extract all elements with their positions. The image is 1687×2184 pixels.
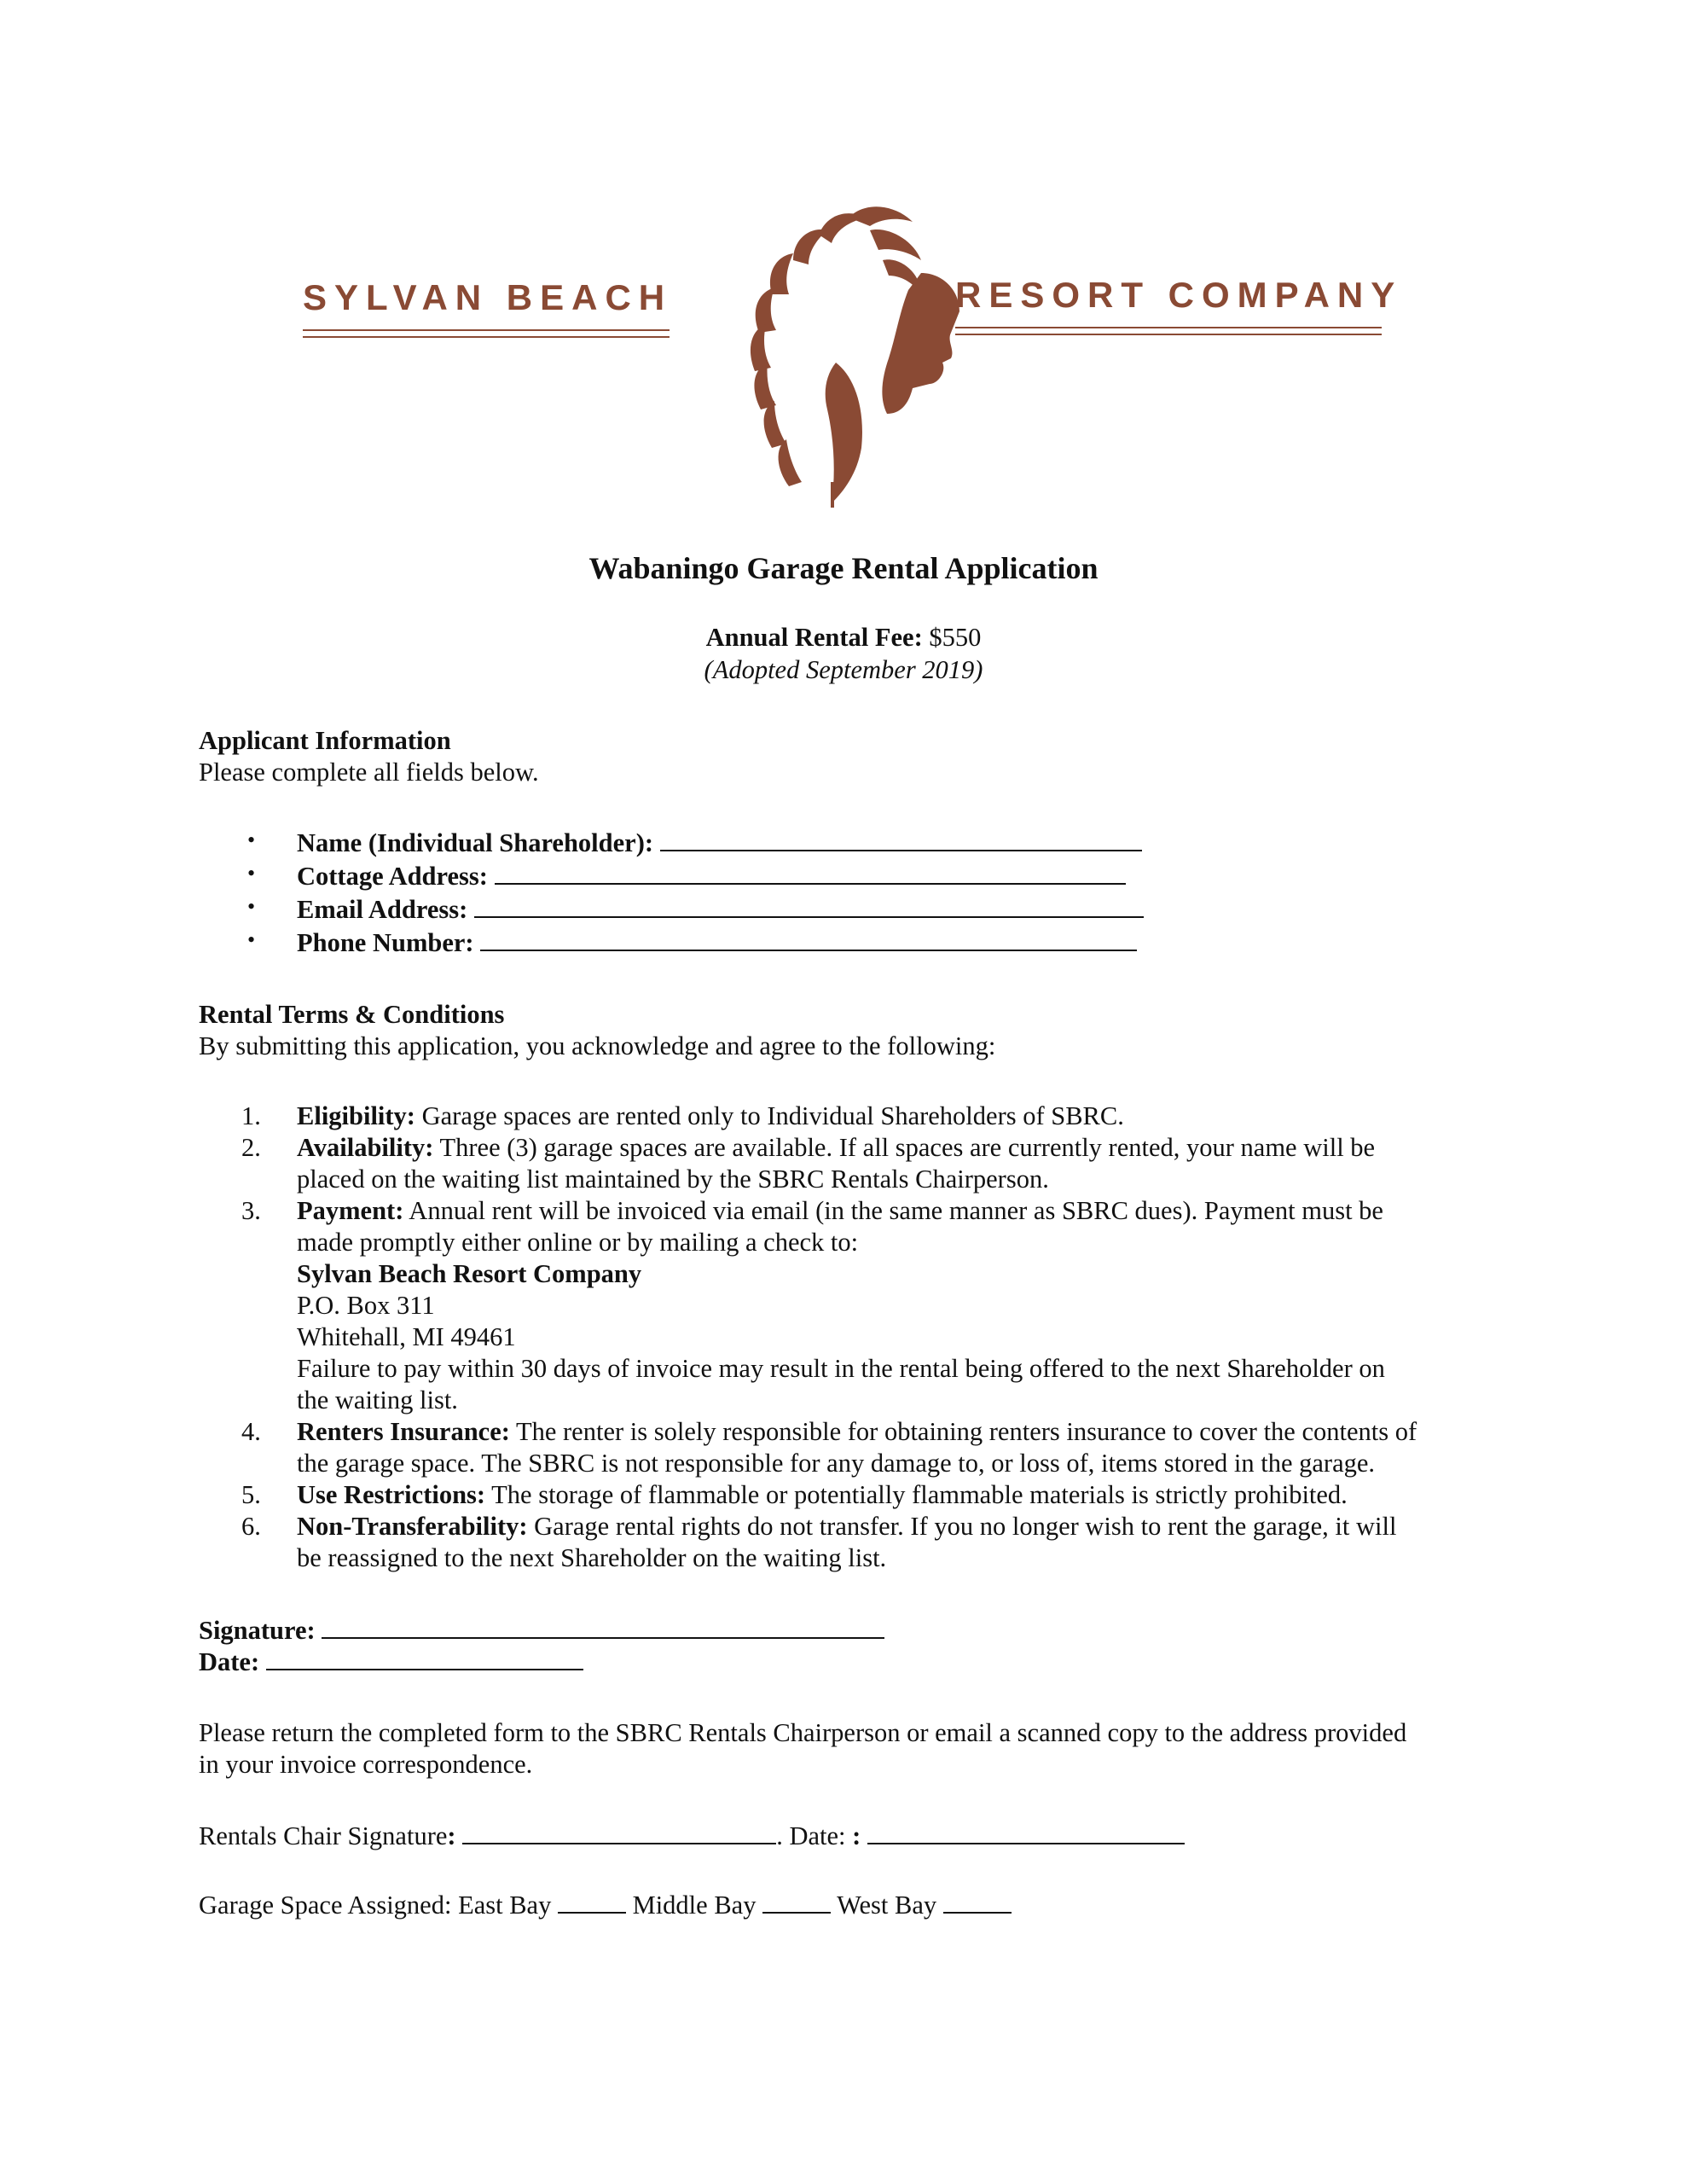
rentals-chair-date-line[interactable]	[867, 1843, 1185, 1844]
rental-fee-note: (Adopted September 2019)	[704, 655, 983, 684]
cottage-address-field[interactable]	[297, 861, 1126, 892]
term-label: Renters Insurance:	[297, 1417, 510, 1446]
letterhead-right-text: RESORT COMPANY	[955, 275, 1403, 315]
term-insurance	[297, 1416, 1417, 1448]
garage-space-label: Garage Space Assigned:	[199, 1891, 452, 1920]
letterhead-left-rule	[303, 336, 670, 338]
return-note: Please return the completed form to the SBRC Rentals Chairperson or email a scanned copy to the address provided	[199, 1718, 1407, 1747]
term-text: be reassigned to the next Shareholder on the waiting list.	[297, 1543, 887, 1572]
list-number: 1.	[241, 1101, 261, 1130]
bullet-icon: •	[247, 894, 256, 919]
list-number: 3.	[241, 1196, 261, 1225]
term-text: placed on the waiting list maintained by the SBRC Rentals Chairperson.	[297, 1165, 1049, 1194]
phone-field[interactable]	[297, 927, 1137, 959]
email-field-label: Email Address:	[297, 895, 468, 924]
mailing-company: Sylvan Beach Resort Company	[297, 1259, 642, 1288]
mailing-city: Whitehall, MI 49461	[297, 1322, 516, 1351]
failure-note: Failure to pay within 30 days of invoice may result in the rental being offered to the next Shareholder on	[297, 1354, 1385, 1383]
rentals-chair-signature-label: Rentals Chair Signature	[199, 1821, 448, 1850]
signature-input-line[interactable]	[322, 1637, 884, 1639]
cottage-address-label: Cottage Address:	[297, 862, 488, 891]
name-input-line[interactable]	[660, 850, 1142, 851]
middle-bay-label: Middle Bay	[632, 1891, 757, 1920]
applicant-heading: Applicant Information	[199, 726, 451, 755]
term-text: Garage spaces are rented only to Individual Shareholders of SBRC.	[415, 1101, 1124, 1130]
term-eligibility	[297, 1101, 1124, 1132]
email-field[interactable]	[297, 894, 1144, 926]
rentals-chair-signature-line[interactable]	[462, 1843, 776, 1844]
bullet-icon: •	[247, 861, 256, 886]
rentals-chair-date-colon: :	[852, 1821, 861, 1850]
east-bay-line[interactable]	[558, 1912, 626, 1914]
failure-note: the waiting list.	[297, 1385, 458, 1414]
term-text: Three (3) garage spaces are available. If all spaces are currently rented, your name will be	[433, 1133, 1376, 1162]
west-bay-line[interactable]	[943, 1912, 1012, 1914]
term-label: Use Restrictions:	[297, 1480, 486, 1509]
term-text: the garage space. The SBRC is not responsible for any damage to, or loss of, items stored in the garage.	[297, 1449, 1376, 1478]
date-label: Date:	[199, 1647, 260, 1676]
term-text: The storage of flammable or potentially flammable materials is strictly prohibited.	[485, 1480, 1348, 1509]
term-text: Garage rental rights do not transfer. If you no longer wish to rent the garage, it will	[527, 1512, 1397, 1541]
cottage-address-input-line[interactable]	[495, 883, 1126, 885]
terms-heading: Rental Terms & Conditions	[199, 1000, 505, 1029]
list-number: 6.	[241, 1512, 261, 1541]
list-number: 4.	[241, 1417, 261, 1446]
date-input-line[interactable]	[266, 1669, 583, 1670]
term-label: Non-Transferability:	[297, 1512, 528, 1541]
rental-fee-value: $550	[929, 623, 982, 652]
list-number: 2.	[241, 1133, 261, 1162]
phone-field-label: Phone Number:	[297, 928, 474, 957]
name-field[interactable]	[297, 828, 1142, 859]
rental-fee	[0, 623, 1687, 653]
list-number: 5.	[241, 1480, 261, 1509]
date-field[interactable]	[199, 1647, 583, 1678]
letterhead-left-text: SYLVAN BEACH	[303, 277, 673, 317]
page-title: Wabaningo Garage Rental Application	[588, 551, 1099, 585]
rentals-chair-signature-field[interactable]	[199, 1821, 1185, 1852]
rental-fee-label: Annual Rental Fee:	[705, 623, 923, 652]
term-availability	[297, 1132, 1375, 1164]
west-bay-label: West Bay	[837, 1891, 937, 1920]
mailing-po-box: P.O. Box 311	[297, 1291, 435, 1320]
chief-headdress-logo	[665, 192, 1023, 516]
bullet-icon: •	[247, 828, 256, 852]
signature-field[interactable]	[199, 1615, 884, 1647]
term-non-transferability	[297, 1511, 1396, 1542]
terms-intro: By submitting this application, you acknowledge and agree to the following:	[199, 1031, 996, 1060]
email-input-line[interactable]	[474, 916, 1144, 918]
name-field-label: Name (Individual Shareholder):	[297, 828, 654, 857]
term-text: made promptly either online or by mailing a check to:	[297, 1228, 859, 1257]
letterhead-left-rule	[303, 329, 670, 331]
term-use-restrictions	[297, 1479, 1348, 1511]
signature-label: Signature:	[199, 1616, 316, 1645]
east-bay-label: East Bay	[458, 1891, 552, 1920]
return-note: in your invoice correspondence.	[199, 1750, 533, 1779]
term-text: Annual rent will be invoiced via email (in the same manner as SBRC dues). Payment must be	[403, 1196, 1383, 1225]
bullet-icon: •	[247, 927, 256, 952]
term-payment	[297, 1195, 1383, 1227]
term-text: The renter is solely responsible for obtaining renters insurance to cover the contents of	[509, 1417, 1417, 1446]
applicant-instruction: Please complete all fields below.	[199, 758, 539, 787]
garage-space-assignment[interactable]	[199, 1890, 1012, 1921]
rentals-chair-colon: :	[447, 1821, 456, 1850]
term-label: Eligibility:	[297, 1101, 415, 1130]
rentals-chair-date-label: . Date:	[776, 1821, 846, 1850]
phone-input-line[interactable]	[480, 950, 1137, 951]
middle-bay-line[interactable]	[762, 1912, 831, 1914]
term-label: Availability:	[297, 1133, 434, 1162]
term-label: Payment:	[297, 1196, 404, 1225]
